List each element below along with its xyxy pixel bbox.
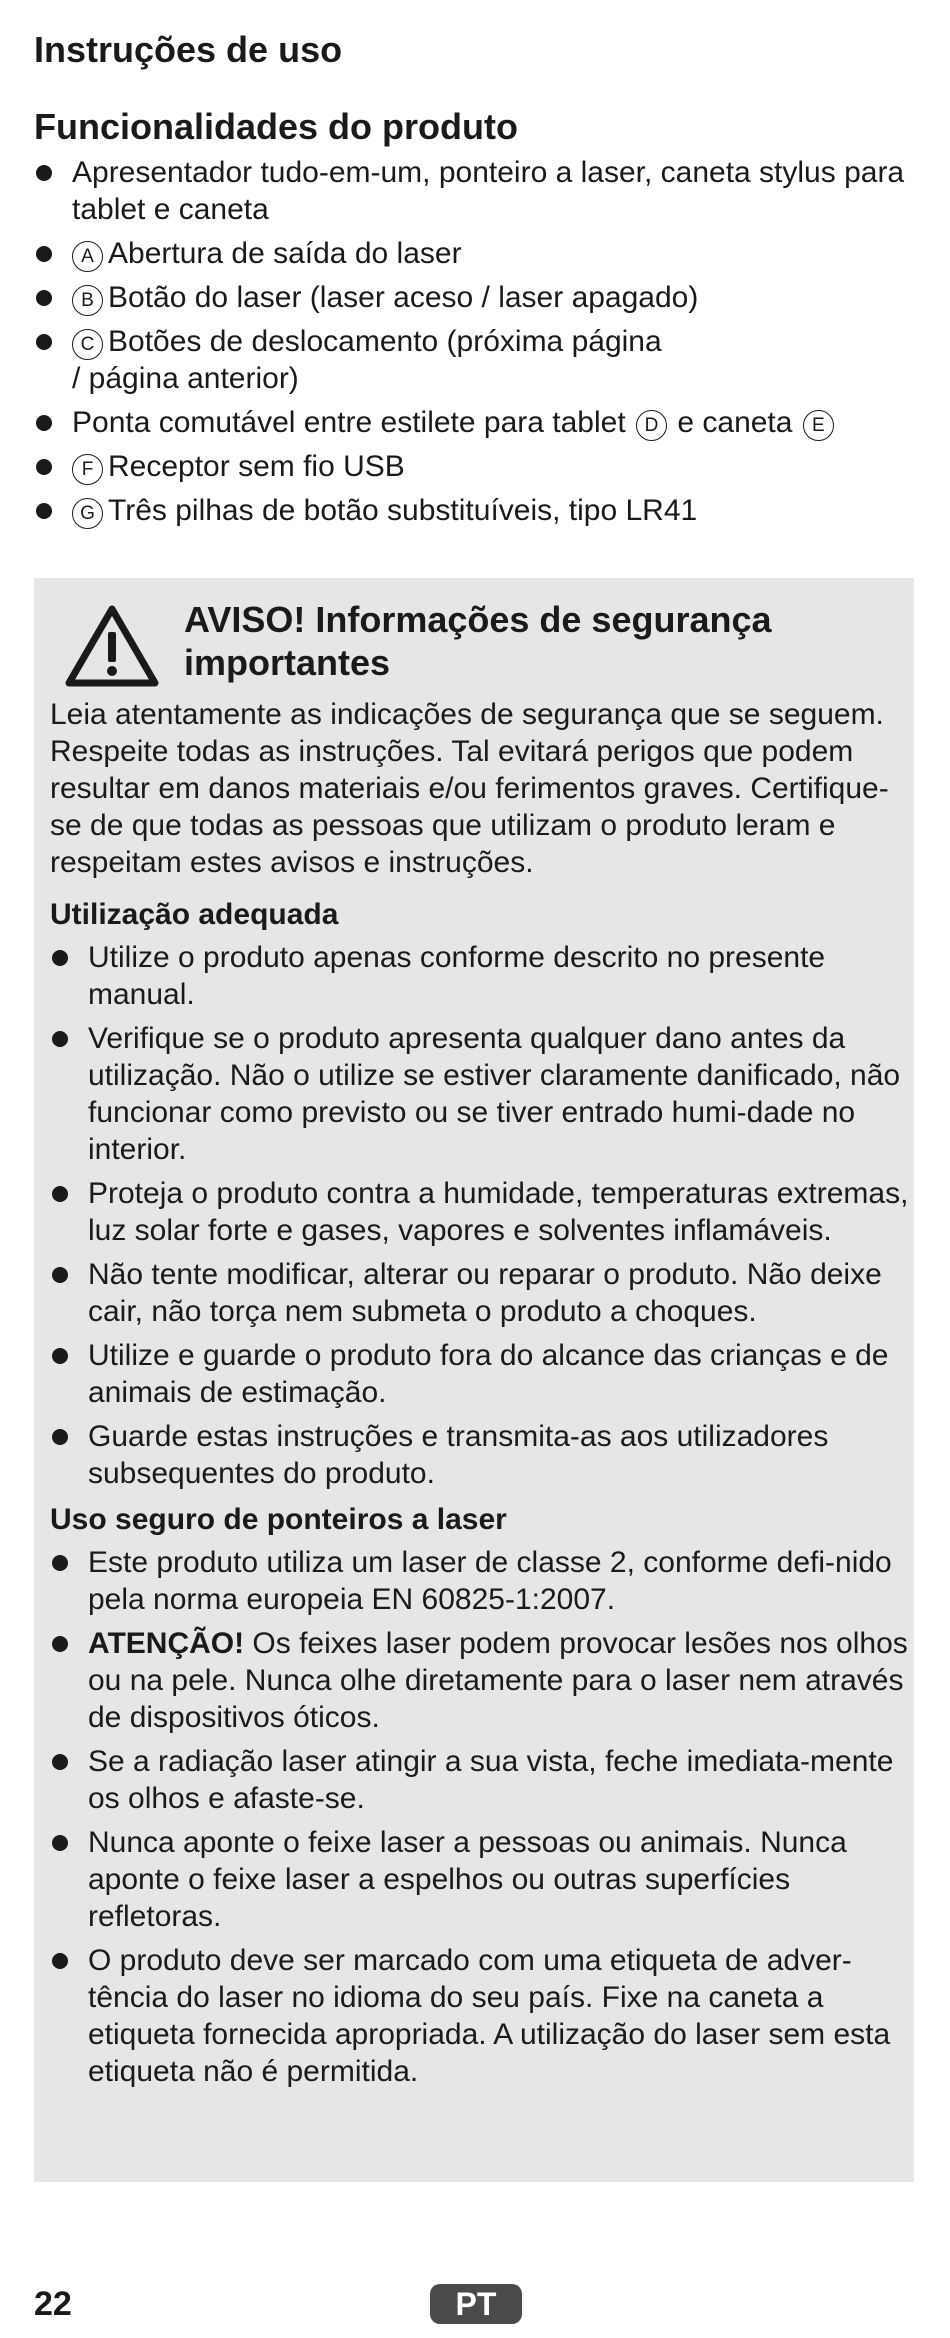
features-heading: Funcionalidades do produto <box>34 106 518 147</box>
list-item <box>34 154 924 228</box>
feature-text: Três pilhas de botão substituíveis, tipo LR41 <box>108 494 698 527</box>
circled-letter-g-icon: G <box>72 498 103 529</box>
bullet-icon <box>52 1953 68 1969</box>
bullet-icon <box>52 1031 68 1047</box>
circled-letter-d-icon: D <box>636 410 667 441</box>
list-item <box>34 404 924 441</box>
list-item <box>50 1824 910 1935</box>
laser-safety-heading: Uso seguro de ponteiros a laser <box>50 1503 507 1536</box>
feature-text: Abertura de saída do laser <box>108 237 462 270</box>
bullet-icon <box>52 1754 68 1770</box>
list-item <box>34 279 924 316</box>
warning-header <box>50 598 910 696</box>
list-item-text: Se a radiação laser atingir a sua vista, feche imediata-mente os olhos e afaste-se. <box>88 1745 894 1815</box>
warning-triangle-icon <box>64 604 160 688</box>
page-title: Instruções de uso <box>34 29 343 70</box>
bullet-icon <box>52 950 68 966</box>
list-item-text: Os feixes laser podem provocar lesões nos olhos ou na pele. Nunca olhe diretamente para o laser nem através de dispositivos óticos. <box>88 1627 908 1734</box>
list-item <box>50 1256 910 1330</box>
list-item-text: Nunca aponte o feixe laser a pessoas ou animais. Nunca aponte o feixe laser a espelhos ou outras superfícies refletoras. <box>88 1826 847 1933</box>
feature-text: Botão do laser (laser aceso / laser apagado) <box>108 281 699 314</box>
list-item <box>34 235 924 272</box>
list-item <box>50 1337 910 1411</box>
circled-letter-b-icon: B <box>72 285 103 316</box>
list-item <box>34 323 672 397</box>
attention-label: ATENÇÃO! <box>88 1627 245 1660</box>
list-item-text: O produto deve ser marcado com uma etiqueta de adver-tência do laser no idioma do seu país. Fixe na caneta a etiqueta fornecida apropriada. A utilização do laser sem esta etiqueta não é permitida. <box>88 1944 891 2088</box>
features-section <box>34 102 924 536</box>
list-item <box>50 1020 910 1168</box>
list-item <box>50 1942 910 2090</box>
list-item-text: Este produto utiliza um laser de classe 2, conforme defi-nido pela norma europeia EN 60825-1:2007. <box>88 1546 892 1616</box>
bullet-icon <box>52 1186 68 1202</box>
list-item-text: Guarde estas instruções e transmita-as aos utilizadores subsequentes do produto. <box>88 1420 829 1490</box>
language-badge: PT <box>430 2284 522 2324</box>
feature-text: Botões de deslocamento (próxima página / página anterior) <box>72 325 662 395</box>
bullet-icon <box>36 290 52 306</box>
bullet-icon <box>52 1555 68 1571</box>
list-item <box>34 448 924 485</box>
list-item <box>50 1175 910 1249</box>
list-item <box>50 1743 910 1817</box>
circled-letter-e-icon: E <box>803 410 834 441</box>
safety-warning-content <box>50 598 910 2097</box>
warning-intro: Leia atentamente as indicações de segurança que se seguem. Respeite todas as instruções. Tal evitará perigos que podem resultar em danos materiais e/ou ferimentos graves. Certifique-se de que todas as pessoas que utilizam o produto leram e respeitam estes avisos e instruções. <box>50 698 889 879</box>
feature-text: e caneta <box>677 406 793 439</box>
bullet-icon <box>52 1636 68 1652</box>
list-item-text: Não tente modificar, alterar ou reparar o produto. Não deixe cair, não torça nem submeta o produto a choques. <box>88 1258 882 1328</box>
list-item <box>50 1544 910 1618</box>
feature-text: Ponta comutável entre estilete para tablet <box>72 406 626 439</box>
list-item-text: Proteja o produto contra a humidade, temperaturas extremas, luz solar forte e gases, vapores e solventes inflamáveis. <box>88 1177 909 1247</box>
bullet-icon <box>52 1267 68 1283</box>
laser-safety-list <box>50 1544 910 2090</box>
bullet-icon <box>52 1348 68 1364</box>
feature-text: Receptor sem fio USB <box>108 450 405 483</box>
bullet-icon <box>36 415 52 431</box>
bullet-icon <box>52 1429 68 1445</box>
bullet-icon <box>52 1835 68 1851</box>
bullet-icon <box>36 503 52 519</box>
proper-use-list <box>50 939 910 1492</box>
list-item <box>34 492 924 529</box>
bullet-icon <box>36 246 52 262</box>
bullet-icon <box>36 334 52 350</box>
features-list <box>34 154 924 529</box>
list-item <box>50 1625 910 1736</box>
safety-warning-box <box>34 578 914 2182</box>
warning-title: AVISO! Informações de segurança importantes <box>184 599 772 683</box>
list-item-text: Verifique se o produto apresenta qualquer dano antes da utilização. Não o utilize se estiver claramente danificado, não funcionar como previsto ou se tiver entrado humi-dade no interior. <box>88 1022 901 1166</box>
list-item-text: Utilize o produto apenas conforme descrito no presente manual. <box>88 941 826 1011</box>
list-item-text: Utilize e guarde o produto fora do alcance das crianças e de animais de estimação. <box>88 1339 889 1409</box>
bullet-icon <box>36 165 52 181</box>
list-item <box>50 1418 910 1492</box>
bullet-icon <box>36 459 52 475</box>
circled-letter-a-icon: A <box>72 241 103 272</box>
circled-letter-f-icon: F <box>72 454 103 485</box>
circled-letter-c-icon: C <box>72 329 103 360</box>
feature-text: Apresentador tudo-em-um, ponteiro a laser, caneta stylus para tablet e caneta <box>72 156 905 226</box>
proper-use-heading: Utilização adequada <box>50 898 339 931</box>
list-item <box>50 939 910 1013</box>
page-number: 22 <box>34 2285 72 2323</box>
